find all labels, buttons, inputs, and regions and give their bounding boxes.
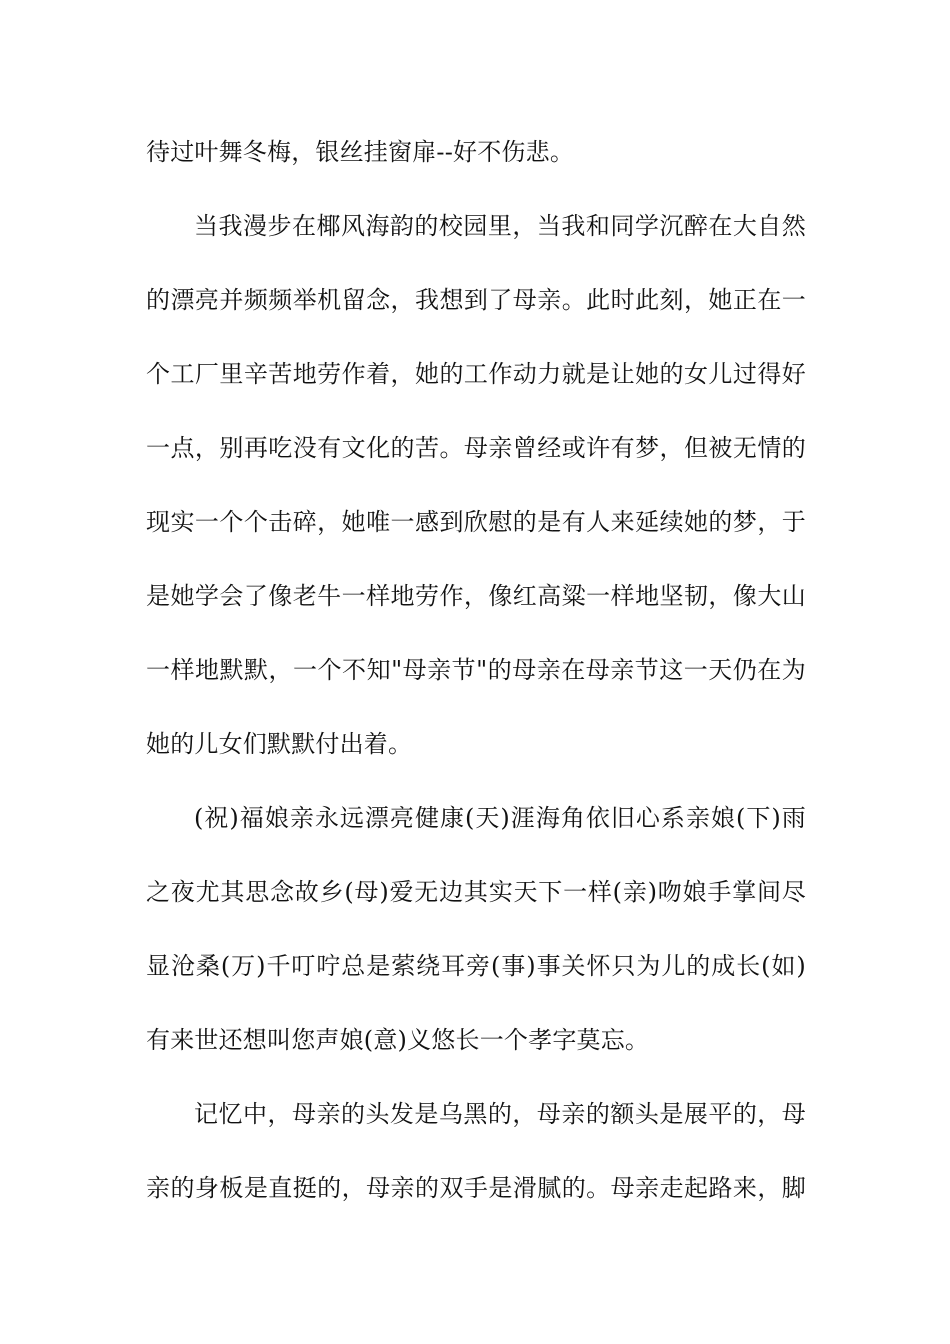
text-line: 她的儿女们默默付出着。 [146,730,413,758]
text-line: 的漂亮并频频举机留念，我想到了母亲。此时此刻，她正在一 [146,286,806,314]
text-line: 是她学会了像老牛一样地劳作，像红高粱一样地坚韧，像大山 [146,582,806,610]
text-line: 之夜尤其思念故乡(母)爱无边其实天下一样(亲)吻娘手掌间尽 [146,878,806,906]
text-line: 记忆中，母亲的头发是乌黑的，母亲的额头是展平的，母 [194,1100,806,1128]
text-line: 现实一个个击碎，她唯一感到欣慰的是有人来延续她的梦，于 [146,508,806,536]
text-line: 个工厂里辛苦地劳作着，她的工作动力就是让她的女儿过得好 [146,360,806,388]
text-line: 一点，别再吃没有文化的苦。母亲曾经或许有梦，但被无情的 [146,434,806,462]
text-line: (祝)福娘亲永远漂亮健康(天)涯海角依旧心系亲娘(下)雨 [194,804,806,832]
text-line: 亲的身板是直挺的，母亲的双手是滑腻的。母亲走起路来，脚 [146,1174,806,1202]
text-line: 显沧桑(万)千叮咛总是萦绕耳旁(事)事关怀只为儿的成长(如) [146,952,806,980]
text-line: 有来世还想叫您声娘(意)义悠长一个孝字莫忘。 [146,1026,650,1054]
text-line: 当我漫步在椰风海韵的校园里，当我和同学沉醉在大自然 [194,212,806,240]
text-line: 一样地默默，一个不知"母亲节"的母亲在母亲节这一天仍在为 [146,656,806,684]
text-line: 待过叶舞冬梅，银丝挂窗扉--好不伤悲。 [146,138,575,166]
